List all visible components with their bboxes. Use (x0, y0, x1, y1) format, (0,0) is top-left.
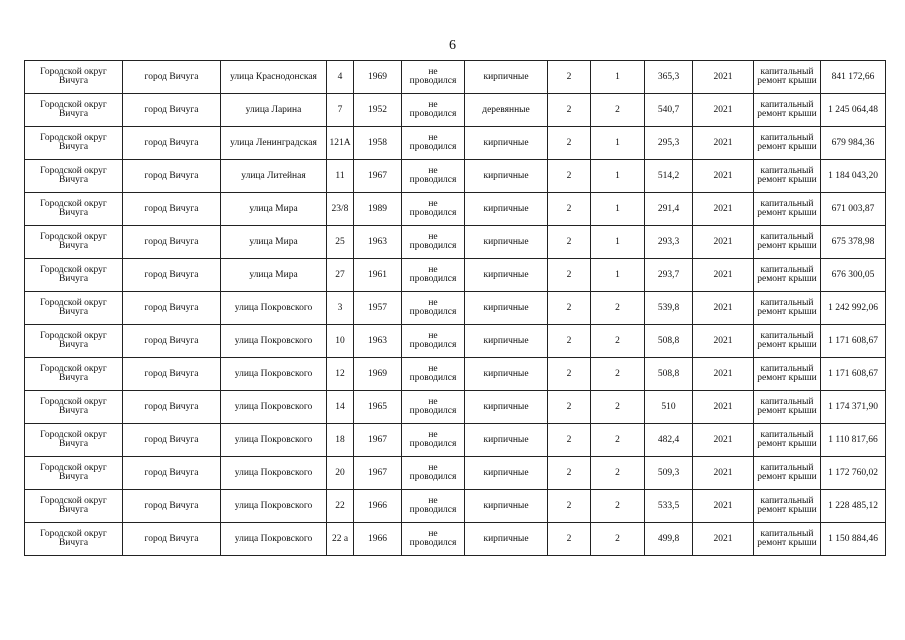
year-built-cell: 1957 (354, 292, 402, 325)
house-number-cell: 23/8 (327, 193, 354, 226)
work-type-cell: капитальный ремонт крыши (754, 94, 821, 127)
work-type-cell: капитальный ремонт крыши (754, 325, 821, 358)
wall-material-cell: кирпичные (465, 358, 548, 391)
city-cell: город Вичуга (123, 391, 221, 424)
house-number-cell: 10 (327, 325, 354, 358)
floors-cell: 2 (548, 490, 591, 523)
year-built-cell: 1969 (354, 61, 402, 94)
planned-year-cell: 2021 (693, 259, 754, 292)
planned-year-cell: 2021 (693, 160, 754, 193)
table-row (25, 61, 886, 94)
municipality-cell: Городской округ Вичуга (25, 358, 123, 391)
table-row (25, 160, 886, 193)
last-repair-cell: не проводился (402, 160, 465, 193)
city-cell: город Вичуга (123, 61, 221, 94)
area-cell: 514,2 (645, 160, 693, 193)
floors-cell: 2 (548, 193, 591, 226)
planned-year-cell: 2021 (693, 193, 754, 226)
table-row (25, 193, 886, 226)
planned-year-cell: 2021 (693, 358, 754, 391)
planned-year-cell: 2021 (693, 226, 754, 259)
work-type-cell: капитальный ремонт крыши (754, 292, 821, 325)
city-cell: город Вичуга (123, 193, 221, 226)
planned-year-cell: 2021 (693, 424, 754, 457)
floors-cell: 2 (548, 391, 591, 424)
work-type-cell: капитальный ремонт крыши (754, 490, 821, 523)
floors-cell: 2 (548, 127, 591, 160)
municipality-cell: Городской округ Вичуга (25, 292, 123, 325)
last-repair-cell: не проводился (402, 325, 465, 358)
year-built-cell: 1967 (354, 160, 402, 193)
wall-material-cell: кирпичные (465, 457, 548, 490)
city-cell: город Вичуга (123, 160, 221, 193)
area-cell: 508,8 (645, 325, 693, 358)
street-cell: улица Покровского (221, 292, 327, 325)
table-body (25, 61, 886, 556)
cost-cell: 1 228 485,12 (821, 490, 886, 523)
area-cell: 539,8 (645, 292, 693, 325)
floors-cell: 2 (548, 523, 591, 556)
house-number-cell: 4 (327, 61, 354, 94)
street-cell: улица Покровского (221, 523, 327, 556)
entrances-cell: 2 (591, 292, 645, 325)
entrances-cell: 1 (591, 193, 645, 226)
last-repair-cell: не проводился (402, 457, 465, 490)
year-built-cell: 1966 (354, 490, 402, 523)
cost-cell: 1 245 064,48 (821, 94, 886, 127)
municipality-cell: Городской округ Вичуга (25, 61, 123, 94)
floors-cell: 2 (548, 457, 591, 490)
table-row (25, 259, 886, 292)
cost-cell: 1 171 608,67 (821, 325, 886, 358)
planned-year-cell: 2021 (693, 61, 754, 94)
city-cell: город Вичуга (123, 424, 221, 457)
house-number-cell: 12 (327, 358, 354, 391)
municipality-cell: Городской округ Вичуга (25, 226, 123, 259)
municipality-cell: Городской округ Вичуга (25, 391, 123, 424)
year-built-cell: 1967 (354, 424, 402, 457)
cost-cell: 679 984,36 (821, 127, 886, 160)
last-repair-cell: не проводился (402, 358, 465, 391)
entrances-cell: 2 (591, 424, 645, 457)
cost-cell: 676 300,05 (821, 259, 886, 292)
year-built-cell: 1963 (354, 226, 402, 259)
planned-year-cell: 2021 (693, 523, 754, 556)
last-repair-cell: не проводился (402, 61, 465, 94)
last-repair-cell: не проводился (402, 490, 465, 523)
planned-year-cell: 2021 (693, 325, 754, 358)
year-built-cell: 1958 (354, 127, 402, 160)
wall-material-cell: кирпичные (465, 292, 548, 325)
year-built-cell: 1967 (354, 457, 402, 490)
work-type-cell: капитальный ремонт крыши (754, 523, 821, 556)
city-cell: город Вичуга (123, 292, 221, 325)
city-cell: город Вичуга (123, 523, 221, 556)
area-cell: 293,7 (645, 259, 693, 292)
planned-year-cell: 2021 (693, 127, 754, 160)
table-row (25, 457, 886, 490)
area-cell: 510 (645, 391, 693, 424)
house-number-cell: 121А (327, 127, 354, 160)
work-type-cell: капитальный ремонт крыши (754, 457, 821, 490)
table-row (25, 94, 886, 127)
table-row (25, 127, 886, 160)
planned-year-cell: 2021 (693, 391, 754, 424)
wall-material-cell: кирпичные (465, 61, 548, 94)
entrances-cell: 2 (591, 325, 645, 358)
municipality-cell: Городской округ Вичуга (25, 325, 123, 358)
wall-material-cell: кирпичные (465, 325, 548, 358)
entrances-cell: 1 (591, 127, 645, 160)
house-number-cell: 27 (327, 259, 354, 292)
house-number-cell: 3 (327, 292, 354, 325)
floors-cell: 2 (548, 424, 591, 457)
cost-cell: 1 242 992,06 (821, 292, 886, 325)
work-type-cell: капитальный ремонт крыши (754, 259, 821, 292)
area-cell: 509,3 (645, 457, 693, 490)
area-cell: 295,3 (645, 127, 693, 160)
entrances-cell: 2 (591, 457, 645, 490)
floors-cell: 2 (548, 292, 591, 325)
street-cell: улица Ларина (221, 94, 327, 127)
wall-material-cell: кирпичные (465, 127, 548, 160)
planned-year-cell: 2021 (693, 490, 754, 523)
cost-cell: 1 174 371,90 (821, 391, 886, 424)
year-built-cell: 1952 (354, 94, 402, 127)
cost-cell: 1 110 817,66 (821, 424, 886, 457)
floors-cell: 2 (548, 259, 591, 292)
work-type-cell: капитальный ремонт крыши (754, 160, 821, 193)
table-row (25, 391, 886, 424)
city-cell: город Вичуга (123, 325, 221, 358)
last-repair-cell: не проводился (402, 523, 465, 556)
year-built-cell: 1969 (354, 358, 402, 391)
table-row (25, 325, 886, 358)
wall-material-cell: кирпичные (465, 160, 548, 193)
year-built-cell: 1963 (354, 325, 402, 358)
area-cell: 293,3 (645, 226, 693, 259)
street-cell: улица Краснодонская (221, 61, 327, 94)
cost-cell: 1 171 608,67 (821, 358, 886, 391)
area-cell: 482,4 (645, 424, 693, 457)
entrances-cell: 1 (591, 160, 645, 193)
street-cell: улица Покровского (221, 358, 327, 391)
street-cell: улица Мира (221, 259, 327, 292)
cost-cell: 1 150 884,46 (821, 523, 886, 556)
house-number-cell: 22 (327, 490, 354, 523)
year-built-cell: 1989 (354, 193, 402, 226)
last-repair-cell: не проводился (402, 226, 465, 259)
cost-cell: 1 172 760,02 (821, 457, 886, 490)
entrances-cell: 2 (591, 94, 645, 127)
house-number-cell: 22 а (327, 523, 354, 556)
table-row (25, 424, 886, 457)
wall-material-cell: кирпичные (465, 391, 548, 424)
floors-cell: 2 (548, 226, 591, 259)
work-type-cell: капитальный ремонт крыши (754, 424, 821, 457)
work-type-cell: капитальный ремонт крыши (754, 391, 821, 424)
city-cell: город Вичуга (123, 457, 221, 490)
cost-cell: 671 003,87 (821, 193, 886, 226)
planned-year-cell: 2021 (693, 457, 754, 490)
cost-cell: 841 172,66 (821, 61, 886, 94)
street-cell: улица Мира (221, 193, 327, 226)
entrances-cell: 2 (591, 490, 645, 523)
last-repair-cell: не проводился (402, 424, 465, 457)
area-cell: 533,5 (645, 490, 693, 523)
entrances-cell: 2 (591, 391, 645, 424)
city-cell: город Вичуга (123, 226, 221, 259)
street-cell: улица Покровского (221, 457, 327, 490)
entrances-cell: 2 (591, 523, 645, 556)
house-number-cell: 7 (327, 94, 354, 127)
entrances-cell: 1 (591, 226, 645, 259)
wall-material-cell: кирпичные (465, 259, 548, 292)
municipality-cell: Городской округ Вичуга (25, 490, 123, 523)
last-repair-cell: не проводился (402, 193, 465, 226)
repair-register-table (24, 60, 886, 556)
table-row (25, 226, 886, 259)
street-cell: улица Мира (221, 226, 327, 259)
house-number-cell: 18 (327, 424, 354, 457)
year-built-cell: 1965 (354, 391, 402, 424)
floors-cell: 2 (548, 325, 591, 358)
municipality-cell: Городской округ Вичуга (25, 160, 123, 193)
planned-year-cell: 2021 (693, 292, 754, 325)
street-cell: улица Покровского (221, 490, 327, 523)
city-cell: город Вичуга (123, 259, 221, 292)
cost-cell: 1 184 043,20 (821, 160, 886, 193)
wall-material-cell: кирпичные (465, 490, 548, 523)
street-cell: улица Покровского (221, 424, 327, 457)
floors-cell: 2 (548, 358, 591, 391)
last-repair-cell: не проводился (402, 292, 465, 325)
municipality-cell: Городской округ Вичуга (25, 94, 123, 127)
last-repair-cell: не проводился (402, 127, 465, 160)
municipality-cell: Городской округ Вичуга (25, 424, 123, 457)
work-type-cell: капитальный ремонт крыши (754, 127, 821, 160)
table-row (25, 490, 886, 523)
planned-year-cell: 2021 (693, 94, 754, 127)
municipality-cell: Городской округ Вичуга (25, 259, 123, 292)
table-row (25, 523, 886, 556)
wall-material-cell: деревянные (465, 94, 548, 127)
city-cell: город Вичуга (123, 358, 221, 391)
house-number-cell: 14 (327, 391, 354, 424)
house-number-cell: 25 (327, 226, 354, 259)
entrances-cell: 1 (591, 61, 645, 94)
wall-material-cell: кирпичные (465, 523, 548, 556)
municipality-cell: Городской округ Вичуга (25, 127, 123, 160)
table-row (25, 292, 886, 325)
page-number: 6 (449, 38, 456, 53)
wall-material-cell: кирпичные (465, 424, 548, 457)
last-repair-cell: не проводился (402, 391, 465, 424)
area-cell: 291,4 (645, 193, 693, 226)
house-number-cell: 11 (327, 160, 354, 193)
street-cell: улица Ленинградская (221, 127, 327, 160)
street-cell: улица Покровского (221, 325, 327, 358)
entrances-cell: 1 (591, 259, 645, 292)
municipality-cell: Городской округ Вичуга (25, 523, 123, 556)
municipality-cell: Городской округ Вичуга (25, 193, 123, 226)
city-cell: город Вичуга (123, 127, 221, 160)
last-repair-cell: не проводился (402, 259, 465, 292)
street-cell: улица Покровского (221, 391, 327, 424)
work-type-cell: капитальный ремонт крыши (754, 226, 821, 259)
wall-material-cell: кирпичные (465, 193, 548, 226)
year-built-cell: 1966 (354, 523, 402, 556)
cost-cell: 675 378,98 (821, 226, 886, 259)
area-cell: 508,8 (645, 358, 693, 391)
floors-cell: 2 (548, 61, 591, 94)
street-cell: улица Литейная (221, 160, 327, 193)
area-cell: 540,7 (645, 94, 693, 127)
work-type-cell: капитальный ремонт крыши (754, 358, 821, 391)
area-cell: 499,8 (645, 523, 693, 556)
work-type-cell: капитальный ремонт крыши (754, 193, 821, 226)
floors-cell: 2 (548, 94, 591, 127)
city-cell: город Вичуга (123, 94, 221, 127)
year-built-cell: 1961 (354, 259, 402, 292)
last-repair-cell: не проводился (402, 94, 465, 127)
table-row (25, 358, 886, 391)
house-number-cell: 20 (327, 457, 354, 490)
wall-material-cell: кирпичные (465, 226, 548, 259)
entrances-cell: 2 (591, 358, 645, 391)
city-cell: город Вичуга (123, 490, 221, 523)
work-type-cell: капитальный ремонт крыши (754, 61, 821, 94)
municipality-cell: Городской округ Вичуга (25, 457, 123, 490)
floors-cell: 2 (548, 160, 591, 193)
area-cell: 365,3 (645, 61, 693, 94)
